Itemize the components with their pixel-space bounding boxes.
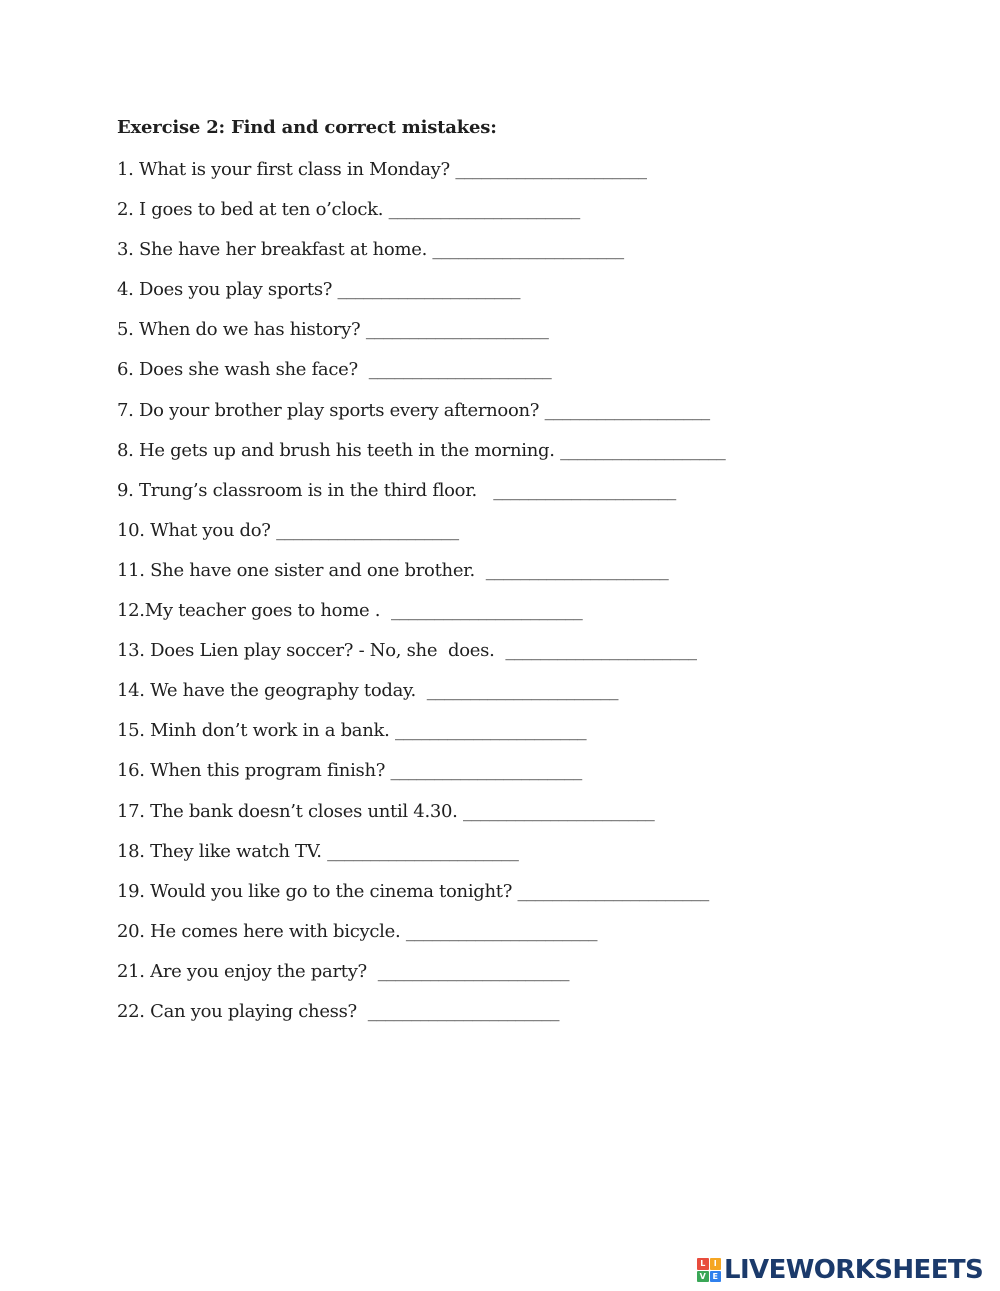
exercise-item	[117, 398, 725, 438]
answer-blank[interactable]: ______________________	[391, 600, 583, 622]
exercise-item	[117, 758, 725, 798]
exercise-item	[117, 197, 725, 237]
exercise-item	[117, 438, 725, 478]
answer-blank[interactable]: _____________________	[485, 559, 669, 581]
logo-mark-icon	[697, 1258, 721, 1282]
answer-blank[interactable]: ______________________	[505, 640, 697, 662]
question-text: 15. Minh don’t work in a bank.	[117, 720, 395, 742]
exercise-item	[117, 999, 725, 1039]
answer-blank[interactable]: ______________________	[327, 840, 519, 862]
exercise-item	[117, 959, 725, 999]
answer-blank[interactable]: ______________________	[377, 960, 570, 982]
exercise-item	[117, 678, 725, 718]
exercise-item	[117, 357, 725, 397]
exercise-item	[117, 799, 725, 839]
exercise-item	[117, 277, 725, 317]
question-text: 18. They like watch TV.	[117, 840, 328, 862]
question-text: 1. What is your first class in Monday?	[117, 159, 456, 180]
exercise-item	[117, 598, 725, 638]
exercise-list	[117, 157, 725, 1039]
answer-blank[interactable]: _____________________	[493, 479, 676, 501]
question-text: 4. Does you play sports?	[117, 279, 338, 301]
logo-text: LIVEWORKSHEETS	[724, 1255, 984, 1285]
exercise-item	[117, 478, 725, 518]
question-text: 12.My teacher goes to home .	[117, 600, 392, 622]
question-text: 13. Does Lien play soccer? - No, she does.	[117, 640, 506, 662]
exercise-item	[117, 919, 725, 959]
question-text: 19. Would you like go to the cinema tonight?	[117, 880, 518, 902]
exercise-item	[117, 638, 725, 678]
question-text: 7. Do your brother play sports every afternoon?	[117, 399, 545, 421]
exercise-item	[117, 317, 725, 357]
answer-blank[interactable]: ______________________	[463, 800, 655, 822]
answer-blank[interactable]: ______________________	[394, 720, 587, 742]
answer-blank[interactable]: ______________________	[390, 760, 582, 782]
answer-blank[interactable]: _____________________	[365, 319, 549, 341]
exercise-item	[117, 839, 725, 879]
liveworksheets-logo	[697, 1255, 983, 1285]
answer-blank[interactable]: _____________________	[368, 359, 552, 381]
exercise-item	[117, 718, 725, 758]
question-text: 22. Can you playing chess?	[117, 1000, 368, 1022]
exercise-item	[117, 879, 725, 919]
question-text: 8. He gets up and brush his teeth in the morning.	[117, 439, 561, 461]
answer-blank[interactable]: _____________________	[276, 519, 459, 541]
answer-blank[interactable]: ___________________	[544, 399, 710, 421]
logo-mark-letter: L	[697, 1258, 709, 1270]
exercise-title: Exercise 2: Find and correct mistakes:	[117, 117, 497, 138]
question-text: 3. She have her breakfast at home.	[117, 239, 433, 261]
logo-mark-letter: V	[697, 1271, 709, 1283]
answer-blank[interactable]: ______________________	[432, 239, 624, 261]
answer-blank[interactable]: _____________________	[337, 279, 521, 301]
answer-blank[interactable]: ______________________	[367, 1000, 560, 1022]
exercise-item	[117, 518, 725, 558]
question-text: 11. She have one sister and one brother.	[117, 559, 486, 581]
logo-mark-letter: I	[710, 1258, 722, 1270]
answer-blank[interactable]: ___________________	[560, 439, 726, 461]
logo-mark-letter: E	[710, 1271, 722, 1283]
answer-blank[interactable]: ______________________	[426, 680, 619, 702]
exercise-item	[117, 558, 725, 598]
answer-blank[interactable]: ______________________	[388, 199, 580, 221]
question-text: 17. The bank doesn’t closes until 4.30.	[117, 800, 464, 822]
question-text: 5. When do we has history?	[117, 319, 366, 341]
answer-blank[interactable]: ______________________	[455, 159, 647, 180]
question-text: 21. Are you enjoy the party?	[117, 960, 378, 982]
question-text: 20. He comes here with bicycle.	[117, 920, 406, 942]
exercise-item	[117, 157, 725, 197]
answer-blank[interactable]: ______________________	[405, 920, 598, 942]
question-text: 6. Does she wash she face?	[117, 359, 369, 381]
question-text: 2. I goes to bed at ten o’clock.	[117, 199, 389, 221]
answer-blank[interactable]: ______________________	[517, 880, 709, 902]
question-text: 16. When this program finish?	[117, 760, 391, 782]
exercise-item	[117, 237, 725, 277]
question-text: 10. What you do?	[117, 519, 277, 541]
question-text: 14. We have the geography today.	[117, 680, 427, 702]
question-text: 9. Trung’s classroom is in the third floor.	[117, 479, 494, 501]
